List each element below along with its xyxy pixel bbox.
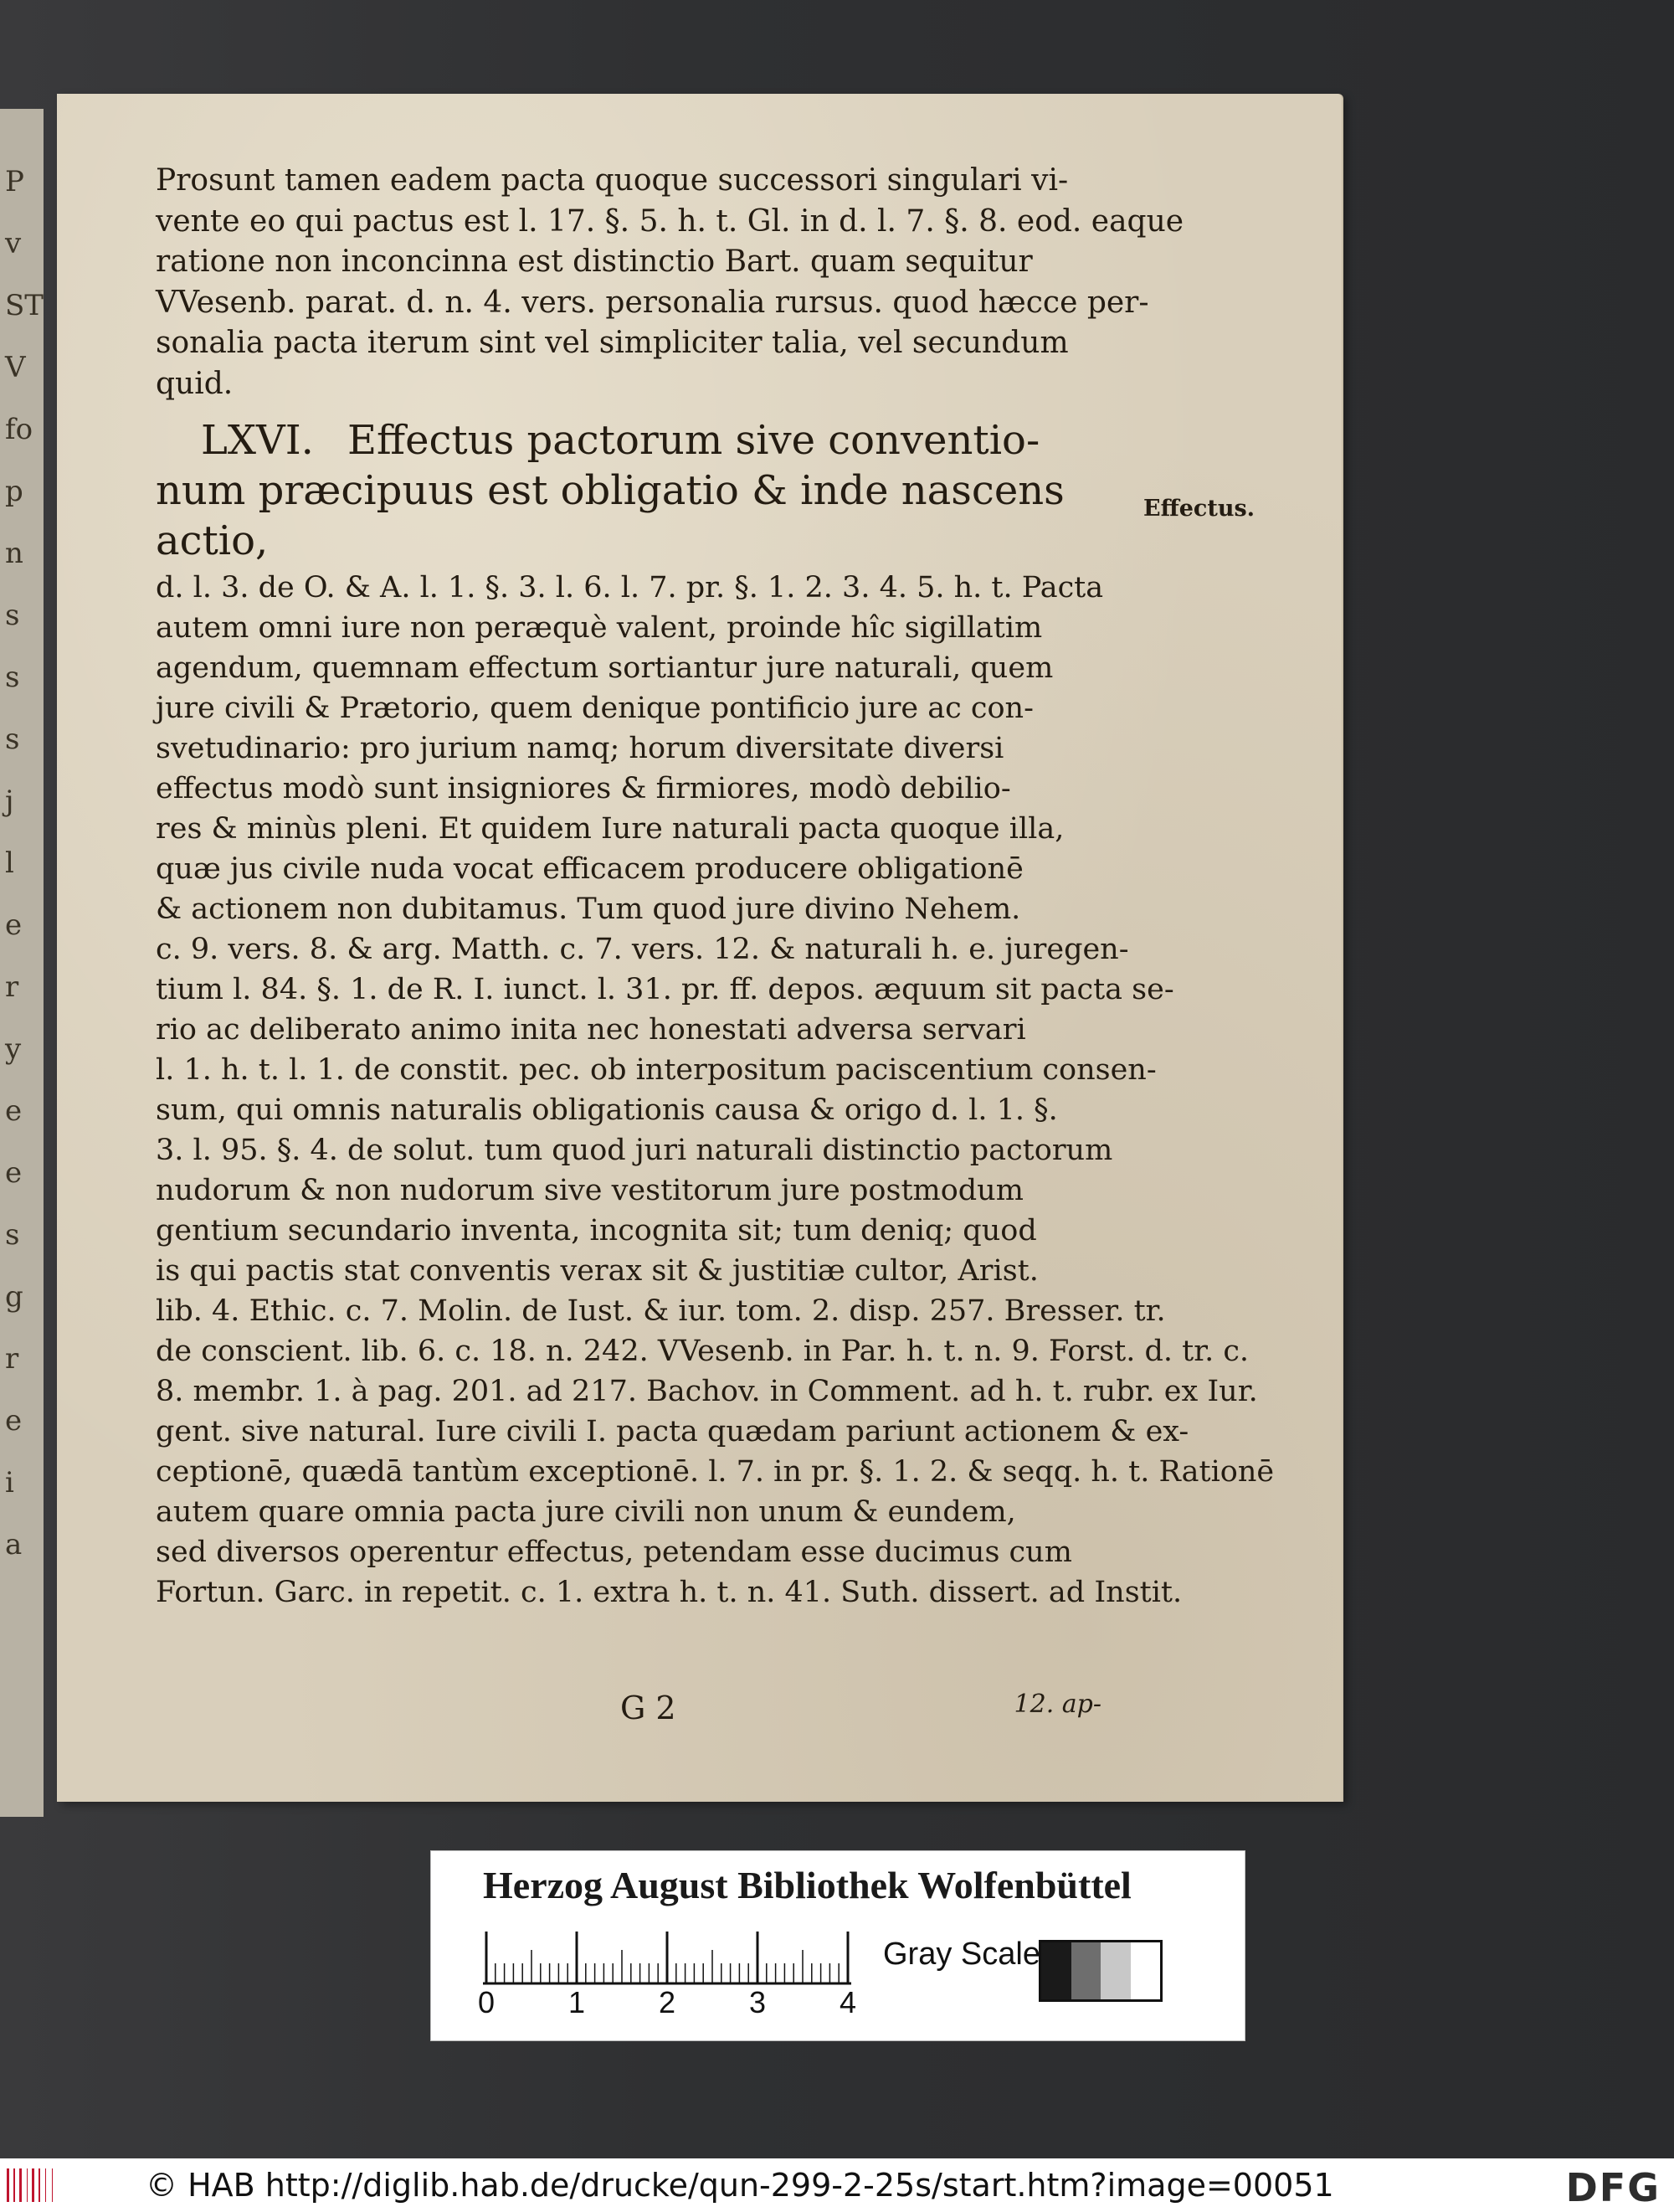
prev-page-fragment: n	[5, 537, 23, 570]
ruler-number: 4	[840, 1985, 857, 2019]
copyright-link[interactable]: © HAB http://diglib.hab.de/drucke/qun-299-2-25s/start.htm?image=00051	[146, 2167, 1334, 2204]
text-line: de conscient. lib. 6. c. 18. n. 242. VVesenb. in Par. h. t. n. 9. Forst. d. tr. c.	[156, 1334, 1250, 1368]
prev-page-fragment: g	[5, 1280, 23, 1314]
text-line: jure civili & Prætorio, quem denique pontificio jure ac con-	[156, 691, 1034, 725]
dfg-logo: DFG	[1565, 2165, 1661, 2210]
prev-page-fragment: v	[5, 227, 22, 260]
section-number: LXVI.	[201, 416, 314, 464]
text-line: 3. l. 95. §. 4. de solut. tum quod juri naturali distinctio pactorum	[156, 1133, 1113, 1167]
text-line: Prosunt tamen eadem pacta quoque successori singulari vi-	[156, 163, 1069, 198]
book-page	[57, 94, 1342, 1802]
prev-page-fragment: j	[5, 784, 14, 818]
text-line: autem quare omnia pacta jure civili non unum & eundem,	[156, 1494, 1016, 1529]
text-line: tium l. 84. §. 1. de R. I. iunct. l. 31. pr. ff. depos. æquum sit pacta se-	[156, 972, 1174, 1006]
text-line: svetudinario: pro jurium namq; horum diversitate diversi	[156, 731, 1004, 765]
ruler-number: 0	[478, 1985, 496, 2019]
text-line: nudorum & non nudorum sive vestitorum jure postmodum	[156, 1173, 1024, 1207]
ruler-icon	[483, 1926, 851, 1985]
ruler-number: 1	[568, 1985, 586, 2019]
signature-mark: G 2	[620, 1690, 676, 1726]
text-line: c. 9. vers. 8. & arg. Matth. c. 7. vers. 12. & naturali h. e. juregen-	[156, 932, 1129, 966]
text-line: gentium secundario inventa, incognita sit; tum deniq; quod	[156, 1213, 1037, 1247]
heading-line: Effectus pactorum sive conventio-	[347, 416, 1040, 464]
text-line: effectus modò sunt insigniores & firmiores, modò debilio-	[156, 771, 1011, 805]
text-line: quid.	[156, 366, 234, 401]
prev-page-fragment: e	[5, 1156, 23, 1190]
prev-page-fragment: s	[5, 1218, 20, 1252]
prev-page-fragment: l	[5, 846, 14, 880]
text-line: quæ jus civile nuda vocat efficacem producere obligationē	[156, 851, 1024, 886]
prev-page-fragment: fo	[5, 413, 33, 446]
prev-page-fragment: a	[5, 1528, 23, 1561]
prev-page-fragment: ST	[5, 289, 44, 322]
prev-page-fragment: y	[5, 1032, 22, 1066]
ruler-number: 2	[659, 1985, 676, 2019]
prev-page-fragment: r	[5, 970, 19, 1004]
text-line: Fortun. Garc. in repetit. c. 1. extra h. t. n. 41. Suth. dissert. ad Instit.	[156, 1575, 1183, 1609]
text-line: & actionem non dubitamus. Tum quod jure divino Nehem.	[156, 892, 1021, 926]
gray-scale-swatches	[1039, 1940, 1163, 2002]
library-name: Herzog August Bibliothek Wolfenbüttel	[483, 1864, 1132, 1906]
footer-bar	[0, 2158, 1674, 2212]
heading-line: actio,	[156, 517, 269, 564]
text-line: rio ac deliberato animo inita nec honestati adversa servari	[156, 1012, 1026, 1047]
text-line: ceptionē, quædā tantùm exceptionē. l. 7. in pr. §. 1. 2. & seqq. h. t. Rationē	[156, 1454, 1275, 1489]
prev-page-fragment: p	[5, 475, 23, 508]
text-line: ratione non inconcinna est distinctio Bart. quam sequitur	[156, 244, 1033, 280]
gray-swatch	[1101, 1942, 1131, 1999]
prev-page-fragment: V	[5, 351, 26, 384]
text-line: res & minùs pleni. Et quidem Iure naturali pacta quoque illa,	[156, 811, 1065, 846]
text-line: sonalia pacta iterum sint vel simpliciter talia, vel secundum	[156, 326, 1069, 361]
prev-page-fragment: e	[5, 1094, 23, 1128]
barcode-icon	[5, 2167, 72, 2204]
gray-swatch	[1131, 1942, 1161, 1999]
text-line: gent. sive natural. Iure civili I. pacta quædam pariunt actionem & ex-	[156, 1414, 1189, 1448]
prev-page-fragment: r	[5, 1342, 19, 1376]
text-line: autem omni iure non peræquè valent, proinde hîc sigillatim	[156, 610, 1043, 645]
previous-page-edge	[0, 109, 44, 1817]
text-line: vente eo qui pactus est l. 17. §. 5. h. t. Gl. in d. l. 7. §. 8. eod. eaque	[156, 203, 1184, 239]
gray-swatch	[1041, 1942, 1071, 1999]
paragraph-2	[156, 568, 1275, 1613]
margin-note: Effectus.	[1143, 496, 1256, 522]
text-line: lib. 4. Ethic. c. 7. Molin. de Iust. & iur. tom. 2. disp. 257. Bresser. tr.	[156, 1294, 1166, 1328]
prev-page-fragment: s	[5, 723, 20, 756]
ruler-numbers	[478, 1985, 863, 2019]
text-line: l. 1. h. t. l. 1. de constit. pec. ob interpositum paciscentium consen-	[156, 1052, 1157, 1087]
prev-page-fragment: s	[5, 599, 20, 632]
paragraph-1	[156, 161, 1184, 405]
section-heading	[156, 415, 1101, 566]
catchword: 12. ap-	[1014, 1690, 1101, 1719]
prev-page-fragment: i	[5, 1466, 14, 1500]
text-line: sum, qui omnis naturalis obligationis causa & origo d. l. 1. §.	[156, 1093, 1058, 1127]
page-text	[156, 161, 1275, 1726]
text-line: VVesenb. parat. d. n. 4. vers. personalia rursus. quod hæcce per-	[156, 285, 1149, 320]
text-line: is qui pactis stat conventis verax sit & justitiæ cultor, Arist.	[156, 1253, 1039, 1288]
text-line: sed diversos operentur effectus, petendam esse ducimus cum	[156, 1535, 1072, 1569]
prev-page-fragment: P	[5, 165, 24, 198]
prev-page-fragment: e	[5, 908, 23, 942]
text-line: d. l. 3. de O. & A. l. 1. §. 3. l. 6. l. 7. pr. §. 1. 2. 3. 4. 5. h. t. Pacta	[156, 570, 1104, 604]
ruler-number: 3	[749, 1985, 767, 2019]
prev-page-fragment: s	[5, 661, 20, 694]
text-line: 8. membr. 1. à pag. 201. ad 217. Bachov. in Comment. ad h. t. rubr. ex Iur.	[156, 1374, 1258, 1408]
gray-swatch	[1071, 1942, 1101, 1999]
heading-line: num præcipuus est obligatio & inde nascens	[156, 466, 1065, 514]
prev-page-fragment: e	[5, 1404, 23, 1438]
gray-scale-label: Gray Scale	[883, 1937, 1040, 1972]
color-scale-card	[430, 1850, 1245, 2041]
text-line: agendum, quemnam effectum sortiantur jure naturali, quem	[156, 651, 1054, 685]
